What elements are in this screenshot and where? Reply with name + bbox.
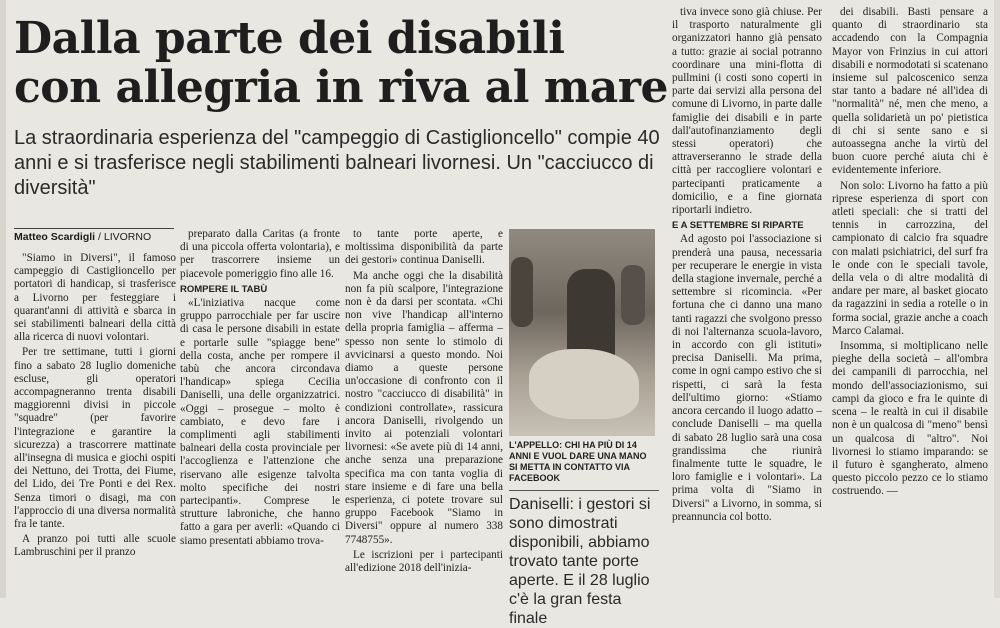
headline-line-2: con allegria in riva al mare [14,62,668,113]
article-column-2 [180,228,340,592]
section-heading: ROMPERE IL TABÙ [180,283,268,295]
paragraph: tiva invece sono già chiuse. Per il trasporto naturalmente gli organizzatori hanno già pensato a tutto: grazie ai social potranno coordinare una mini-flotta di pullmini (i costi sono coperti in parte dai servizi alla persona del comune di Livorno, in parte dalle famiglie dei disabili e in parte dall'autofinanziamento degli stessi operatori) che attraverseranno le strade della città per raccogliere volontari e partecipanti praticamente a domicilio, e a fine giornata riportarli indietro. [672,6,822,217]
byline-place: / LIVORNO [98,231,152,243]
paragraph: dei disabili. Basti pensare a quanto di straordinario sta accadendo con la Compagnia Mayor von Frinzius in cui attori disabili e normodotati si scatenano insieme sul palcoscenico senza star tanto a badare né all'idea di "normalità" né, men che meno, a quella solidarietà un po' pietistica di chi si sente sano e si autoassegna anche la virtù del buon cuore perché aiuta chi è evidentemente inferiore. [832,6,988,177]
paragraph: Insomma, si moltiplicano nelle pieghe della società – all'ombra dei campanili di parrocchia, nel mondo dell'associazionismo, sui campi da gioco e fra le quinte di scena – le realtà in cui il disabile non è un qualcosa di "meno" bensì un qualcosa di "altro". Noi livornesi lo stiamo imparando: se il futuro è sgangherato, almeno questo piccolo pezzo ce lo stiamo costruendo. — [832,340,988,498]
headline [14,14,674,112]
paragraph: Le iscrizioni per i partecipanti all'edizione 2018 dell'inizia- [345,548,503,575]
subheadline: La straordinaria esperienza del "campeggio di Castiglioncello" compie 40 anni e si trasferisce negli stabilimenti balneari livornesi. Un "cacciucco di diversità" [14,127,660,199]
article-column-4 [672,6,822,592]
headline-line-1: Dalla parte dei disabili [14,13,565,64]
pull-quote: Daniselli: i gestori si sono dimostrati disponibili, abbiamo trovato tante porte aperte. E il 28 luglio c'è la gran festa finale [509,490,659,628]
photo-person-right [621,265,645,325]
paragraph: preparato dalla Caritas (a fronte di una piccola offerta volontaria), e per trascorrere insieme un piacevole pomeriggio fino alle 16. [180,228,340,280]
paragraph: Per tre settimane, tutti i giorni fino a sabato 28 luglio domeniche escluse, gli operatori accompagneranno trenta disabili maggiorenni divisi in piccole "squadre" (per favorire l'integrazione e garantire la sicurezza) a trascorrere mattinate all'insegna di musica e giochi ospiti dei Nettuno, dei Trotta, dei Fiume, del Lido, dei Tre Ponti e dei Rex. Senza timori o disagi, ma con l'approccio di una diversa normalità fra le tante. [14,346,176,531]
section-heading: E A SETTEMBRE SI RIPARTE [672,220,804,232]
photo-caption: L'APPELLO: CHI HA PIÙ DI 14 ANNI E VUOL DARE UNA MANO SI METTA IN CONTATTO VIA FACEBOOK [509,440,647,483]
byline [14,228,174,243]
paragraph: Ma anche oggi che la disabilità non fa più scalpore, l'integrazione non è da darsi per scontata. «Chi non vive l'handicap all'interno della propria famiglia – afferma – spesso non sente lo stimolo di avvicinarsi a questo mondo. Noi diamo a queste persone un'occasione di confronto con il nostro "cacciucco di disabilità" in condizioni controllate», rassicura ancora Daniselli, rivolgendo un invito ai potenziali volontari livornesi: «Se avete più di 14 anni, anche senza una preparazione specifica ma con tanta voglia di stare insieme e di fare una bella esperienza, ci potete trovare sul gruppo Facebook "Siamo in Diversi" oppure al numero 338 7748755». [345,269,503,546]
photo-sand-drawing [529,349,639,419]
paragraph: Non solo: Livorno ha fatto a più riprese esperienza di sport con atleti speciali: che si tratti del tennis in carrozzina, del campionato di calcio fra squadre con malati psichiatrici, del surf fra le onde con le speciali tavole, della vela o di altre modalità di andare per mare, al basket giocato da ragazzini in sedia a rotelle o in forma social, grazie anche a coach Marco Calamai. [832,179,988,337]
page-edge-left [0,0,6,598]
beach-photo [509,229,655,436]
paragraph: «L'iniziativa nacque come gruppo parrocchiale per far uscire di casa le persone disabili in estate e portarle sulle "spiagge bene" della costa, anche per rompere il tabù che ancora circondava l'handicap» spiega Cecilia Daniselli, una delle organizzatrici. «Oggi – prosegue – molto è cambiato, e devo fare i complimenti agli stabilimenti balneari della costa provinciale per l'accoglienza e l'attenzione che riservano alle esigenze talvolta molto specifiche dei nostri partecipanti». Comprese le strutture labroniche, che hanno fatto a gara per averli: «Quando ci siamo presentati abbiamo trova- [180,297,340,547]
article-column-1 [14,252,176,592]
paragraph: to tante porte aperte, e moltissima disponibilità da parte dei gestori» continua Daniselli. [345,228,503,267]
byline-author: Matteo Scardigli [14,231,96,243]
paragraph: A pranzo poi tutti alle scuole Lambruschini per il pranzo [14,533,176,559]
paragraph: Ad agosto poi l'associazione si prenderà una pausa, necessaria per recuperare le energie in vista della stagione invernale, perché a settembre si ricomincia. «Per fortuna che ci danno una mano tanti ragazzi che svolgono presso di noi l'alternanza scuola-lavoro, in accordo con gli istituti» precisa Daniselli. Ma prima, come in ogni campo estivo che si rispetti, ci sarà la festa dell'ultimo giorno: «Stiamo ancora cercando il luogo adatto – conclude Daniselli – ma quella di sabato 28 luglio sarà una cosa grandissima che riunirà finalmente tutte le squadre, le loro famiglie e i volontari». La prima volta di "Siamo in Diversi" a Livorno, in somma, si preannuncia col botto. [672,233,822,523]
paragraph: "Siamo in Diversi", il famoso campeggio di Castiglioncello per portatori di handicap, si trasferisce a Livorno per festeggiare i quarant'anni di attività e sbarca in sei stabilimenti balneari della città alla ricerca di nuovi volontari. [14,252,176,344]
photo-person-left [511,257,533,327]
page-edge-right [994,0,1000,598]
article-column-5 [832,6,988,592]
article-column-3 [345,228,503,592]
photo-person-center [567,269,615,359]
